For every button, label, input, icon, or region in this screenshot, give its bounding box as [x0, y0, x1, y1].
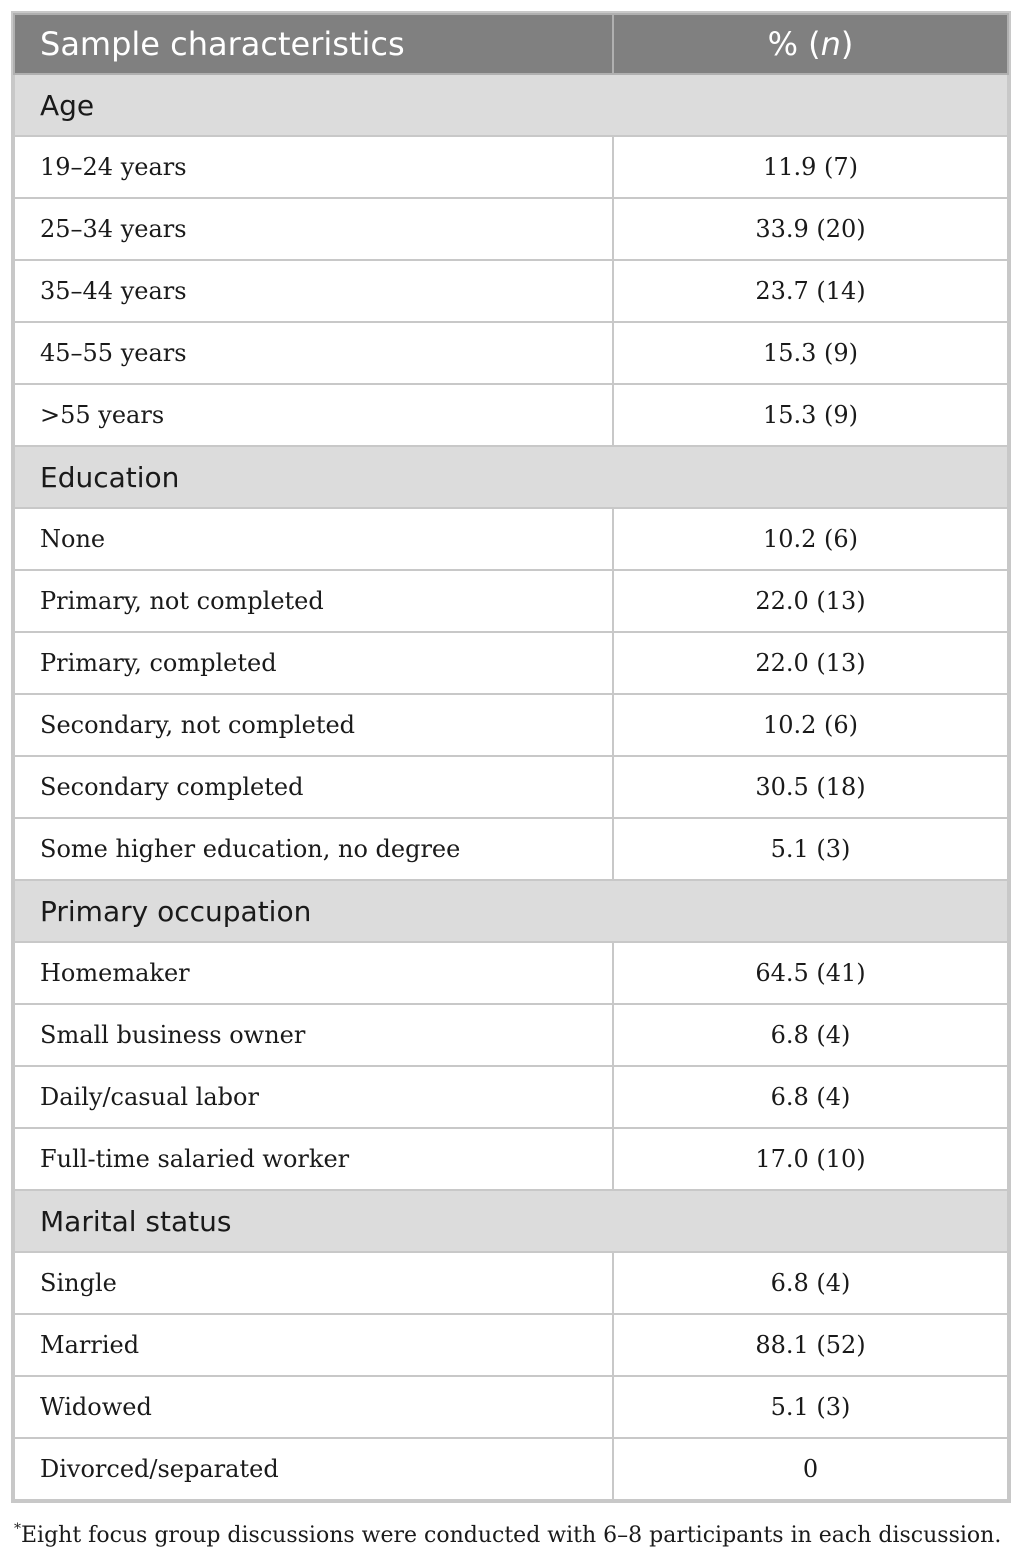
section-title: Marital status: [14, 1190, 1008, 1252]
row-label: Homemaker: [14, 942, 613, 1004]
row-value: 22.0 (13): [613, 632, 1008, 694]
table-header: [14, 14, 1008, 74]
header-value-italic: n: [820, 25, 841, 63]
table-row: [14, 1252, 1008, 1314]
footnote-marker: *: [14, 1521, 21, 1537]
footnote-text: Eight focus group discussions were conducted with 6–8 participants in each discussion.: [21, 1523, 1002, 1548]
row-value: 10.2 (6): [613, 508, 1008, 570]
table-row: [14, 756, 1008, 818]
row-value: 15.3 (9): [613, 322, 1008, 384]
row-value: 10.2 (6): [613, 694, 1008, 756]
table-row: [14, 260, 1008, 322]
row-value: 30.5 (18): [613, 756, 1008, 818]
section-title: Primary occupation: [14, 880, 1008, 942]
row-label: Secondary completed: [14, 756, 613, 818]
sample-characteristics-table: [13, 13, 1009, 1501]
row-value: 6.8 (4): [613, 1004, 1008, 1066]
row-value: 5.1 (3): [613, 1376, 1008, 1438]
row-label: >55 years: [14, 384, 613, 446]
row-value: 17.0 (10): [613, 1128, 1008, 1190]
row-value: 5.1 (3): [613, 818, 1008, 880]
row-value: 0: [613, 1438, 1008, 1500]
row-label: Single: [14, 1252, 613, 1314]
table-row: [14, 1314, 1008, 1376]
row-value: 6.8 (4): [613, 1066, 1008, 1128]
row-value: 11.9 (7): [613, 136, 1008, 198]
row-label: Small business owner: [14, 1004, 613, 1066]
table-row: [14, 1438, 1008, 1500]
table-row: [14, 694, 1008, 756]
section-title: Age: [14, 74, 1008, 136]
row-label: 35–44 years: [14, 260, 613, 322]
row-label: Divorced/separated: [14, 1438, 613, 1500]
row-label: 19–24 years: [14, 136, 613, 198]
table-row: [14, 942, 1008, 1004]
table-row: [14, 570, 1008, 632]
row-label: None: [14, 508, 613, 570]
row-label: Some higher education, no degree: [14, 818, 613, 880]
section-row-marital-status: [14, 1190, 1008, 1252]
table-row: [14, 1066, 1008, 1128]
row-label: Primary, completed: [14, 632, 613, 694]
table-row: [14, 818, 1008, 880]
row-label: Secondary, not completed: [14, 694, 613, 756]
section-row-primary-occupation: [14, 880, 1008, 942]
table-row: [14, 1004, 1008, 1066]
row-value: 23.7 (14): [613, 260, 1008, 322]
header-label-cell: Sample characteristics: [14, 14, 613, 74]
table-row: [14, 384, 1008, 446]
row-value: 6.8 (4): [613, 1252, 1008, 1314]
section-title: Education: [14, 446, 1008, 508]
table-row: [14, 322, 1008, 384]
row-value: 88.1 (52): [613, 1314, 1008, 1376]
section-row-education: [14, 446, 1008, 508]
row-label: 25–34 years: [14, 198, 613, 260]
row-label: Full-time salaried worker: [14, 1128, 613, 1190]
row-label: Widowed: [14, 1376, 613, 1438]
sample-characteristics-table-wrapper: [11, 11, 1011, 1503]
table-row: [14, 632, 1008, 694]
header-row: [14, 14, 1008, 74]
row-label: 45–55 years: [14, 322, 613, 384]
table-row: [14, 198, 1008, 260]
table-row: [14, 508, 1008, 570]
header-value-prefix: % (: [767, 25, 821, 63]
header-value-suffix: ): [840, 25, 854, 63]
header-value-cell: [613, 14, 1008, 74]
row-label: Primary, not completed: [14, 570, 613, 632]
row-value: 64.5 (41): [613, 942, 1008, 1004]
section-row-age: [14, 74, 1008, 136]
row-label: Married: [14, 1314, 613, 1376]
table-row: [14, 1376, 1008, 1438]
table-row: [14, 1128, 1008, 1190]
row-label: Daily/casual labor: [14, 1066, 613, 1128]
table-body: [14, 74, 1008, 1500]
table-footnote: [14, 1523, 1001, 1548]
table-row: [14, 136, 1008, 198]
row-value: 15.3 (9): [613, 384, 1008, 446]
row-value: 33.9 (20): [613, 198, 1008, 260]
row-value: 22.0 (13): [613, 570, 1008, 632]
